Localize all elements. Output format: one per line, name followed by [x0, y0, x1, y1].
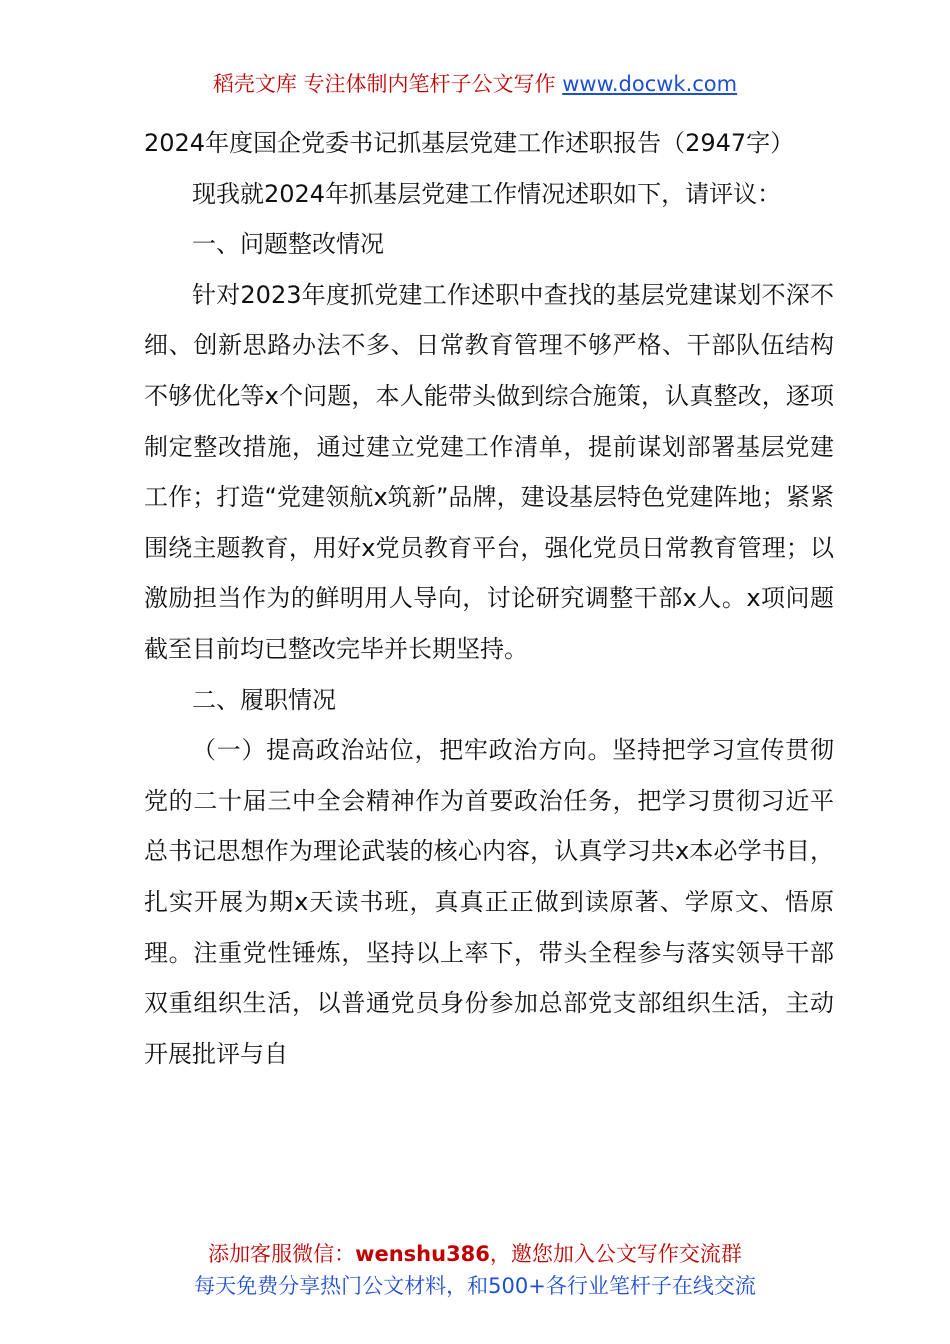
section2-item1: （一）提高政治站位，把牢政治方向。坚持把学习宣传贯彻党的二十届三中全会精神作为首要政治任务，把学习贯彻习近平总书记思想作为理论武装的核心内容，认真学习共x本必学书目，扎实开展为期x天读书班，真真正正做到读原著、学原文、悟原理。注重党性锤炼，坚持以上率下，带头全程参与落实领导干部双重组织生活，以普通党员身份参加总部党支部组织生活，主动开展批评与自 [144, 736, 834, 1068]
page-header [0, 68, 950, 100]
page-footer [0, 1238, 950, 1302]
footer-contact-line [0, 1238, 950, 1270]
section1-heading: 一、问题整改情况 [192, 230, 384, 259]
footer-contact-suffix: ，邀您加入公文写作交流群 [489, 1242, 742, 1266]
document-title: 2024年度国企党委书记抓基层党建工作述职报告（2947字） [144, 129, 795, 157]
footer-wechat-id: wenshu386 [355, 1242, 490, 1266]
header-site-link[interactable]: www.docwk.com [562, 72, 738, 96]
section1-body: 针对2023年度抓党建工作述职中查找的基层党建谋划不深不细、创新思路办法不多、日常教育管理不够严格、干部队伍结构不够优化等x个问题，本人能带头做到综合施策，认真整改，逐项制定整改措施，通过建立党建工作清单，提前谋划部署基层党建工作；打造“党建领航x筑新”品牌，建设基层特色党建阵地；紧紧围绕主题教育，用好x党员教育平台，强化党员日常教育管理；以激励担当作为的鲜明用人导向，讨论研究调整干部x人。x项问题截至目前均已整改完毕并长期坚持。 [144, 280, 834, 663]
document-intro: 现我就2024年抓基层党建工作情况述职如下，请评议： [192, 179, 782, 208]
header-brand-text: 稻壳文库 专注体制内笔杆子公文写作 [212, 72, 556, 96]
footer-contact-prefix: 添加客服微信： [208, 1242, 356, 1266]
document-body [144, 118, 834, 1079]
section2-heading: 二、履职情况 [192, 685, 336, 714]
footer-promo-line: 每天免费分享热门公文材料，和500+各行业笔杆子在线交流 [194, 1274, 756, 1298]
